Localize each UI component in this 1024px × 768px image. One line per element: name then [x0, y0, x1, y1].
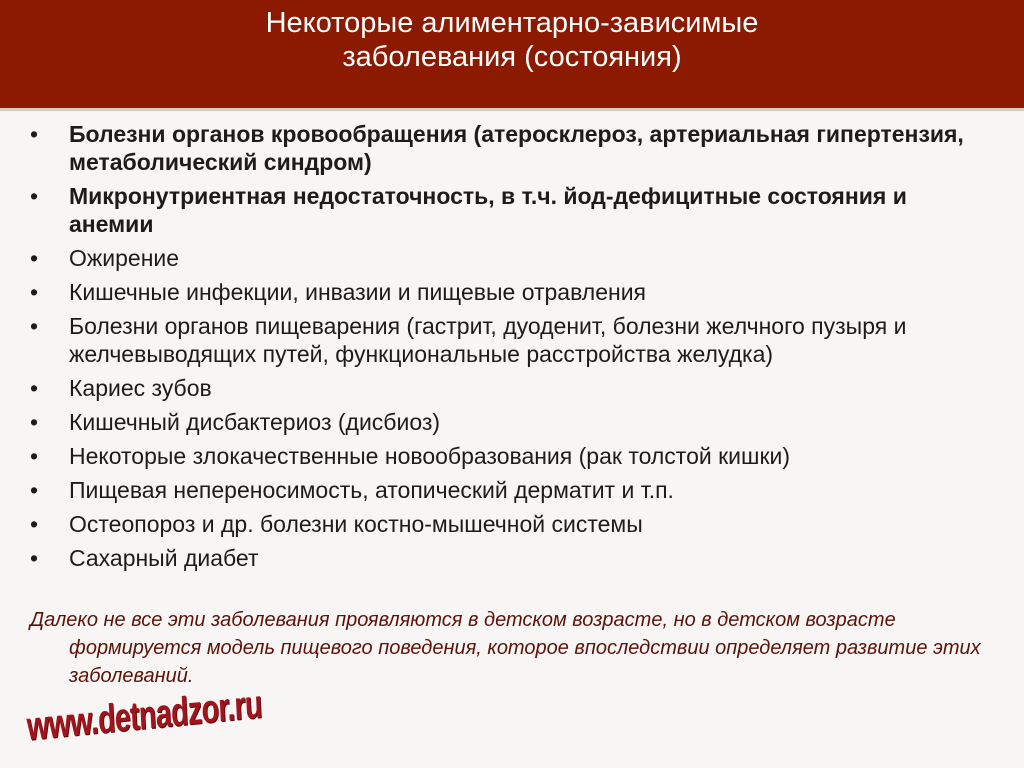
list-item [0, 374, 1024, 402]
slide-title-line-1: Некоторые алиментарно-зависимые [265, 7, 759, 39]
site-watermark: www.detnadzor.ru [25, 682, 263, 750]
bullet: • [30, 443, 39, 469]
list-item-text: Пищевая непереносимость, атопический дерматит и т.п. [69, 477, 674, 503]
footnote: Далеко не все эти заболевания проявляются в детском возрасте, но в детском возрасте формируется модель пищевого поведения, которое впоследствии определяет развитие этих заболеваний. [30, 609, 981, 687]
slide-title-line-2: заболевания (состояния) [342, 41, 682, 73]
list-item [0, 278, 1024, 306]
bullet: • [30, 545, 39, 571]
list-item-text: Кариес зубов [69, 375, 212, 401]
list-item [0, 120, 1024, 176]
list-item-text: Кишечный дисбактериоз (дисбиоз) [69, 409, 441, 435]
list-item [0, 476, 1024, 504]
bullet: • [30, 313, 39, 339]
bullet: • [30, 183, 39, 209]
list-item [0, 510, 1024, 538]
list-item-text: Микронутриентная недостаточность, в т.ч. йод-дефицитные состояния и анемии [69, 183, 907, 237]
list-item [0, 182, 1024, 238]
bullet: • [30, 121, 39, 147]
list-item-text: Болезни органов кровообращения (атеросклероз, артериальная гипертензия, метаболический синдром) [69, 121, 964, 175]
bullet: • [30, 477, 39, 503]
bullet: • [30, 279, 39, 305]
list-item-text: Остеопороз и др. болезни костно-мышечной системы [69, 511, 643, 537]
list-item-text: Некоторые злокачественные новообразования (рак толстой кишки) [69, 443, 791, 469]
list-item-text: Ожирение [69, 245, 180, 271]
bullet: • [30, 511, 39, 537]
title-bar [0, 0, 1024, 111]
list-item [0, 244, 1024, 272]
bullet: • [30, 245, 39, 271]
list-item-text: Кишечные инфекции, инвазии и пищевые отравления [69, 279, 647, 305]
list-item-text: Сахарный диабет [69, 545, 259, 571]
list-item [0, 312, 1024, 368]
disease-list [0, 120, 1024, 578]
list-item-text: Болезни органов пищеварения (гастрит, дуоденит, болезни желчного пузыря и желчевыводящих путей, функциональные расстройства желудка) [69, 313, 907, 367]
slide-title [0, 6, 1024, 74]
bullet: • [30, 409, 39, 435]
list-item [0, 442, 1024, 470]
list-item [0, 544, 1024, 572]
bullet: • [30, 375, 39, 401]
list-item [0, 408, 1024, 436]
